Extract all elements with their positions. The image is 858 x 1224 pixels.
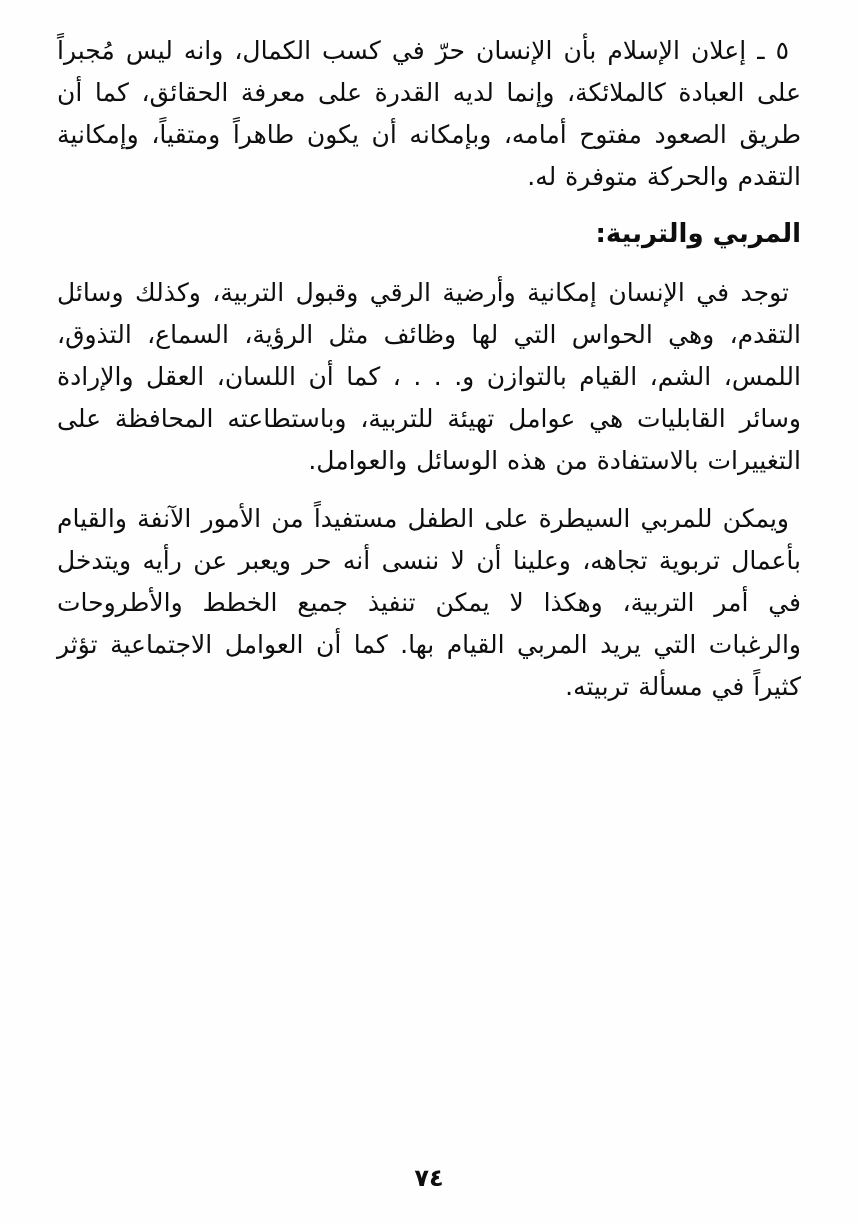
paragraph-educator-control: ويمكن للمربي السيطرة على الطفل مستفيداً من الأمور الآنفة والقيام بأعمال تربوية تجاهه، وعلينا أن لا ننسى أنه حر ويعبر عن رأيه ويتدخل في أمر التربية، وهكذا لا يمكن تنفيذ جميع الخطط والأطروحات والرغبات التي يريد المربي القيام بها. كما أن العوامل الاجتماعية تؤثر كثيراً في مسألة تربيته. (57, 504, 801, 701)
page-text-block (57, 30, 801, 724)
page-number: ٧٤ (414, 1164, 444, 1192)
paragraph-islam-declaration: ٥ ـ إعلان الإسلام بأن الإنسان حرّ في كسب الكمال، وانه ليس مُجبراً على العبادة كالملائكة، وإنما لديه القدرة على معرفة الحقائق، كما أن طريق الصعود مفتوح أمامه، وبإمكانه أن يكون طاهراً ومتقياً، وإمكانية التقدم والحركة متوفرة له. (57, 36, 801, 191)
section-heading-educator-and-education: المربي والتربية: (595, 219, 801, 249)
paragraph-human-capacities: توجد في الإنسان إمكانية وأرضية الرقي وقبول التربية، وكذلك وسائل التقدم، وهي الحواس التي لها وظائف مثل الرؤية، السماع، التذوق، اللمس، الشم، القيام بالتوازن و. . . ، كما أن اللسان، العقل والإرادة وسائر القابليات هي عوامل تهيئة للتربية، وباستطاعته المحافظة على التغييرات بالاستفادة من هذه الوسائل والعوامل. (57, 278, 801, 475)
